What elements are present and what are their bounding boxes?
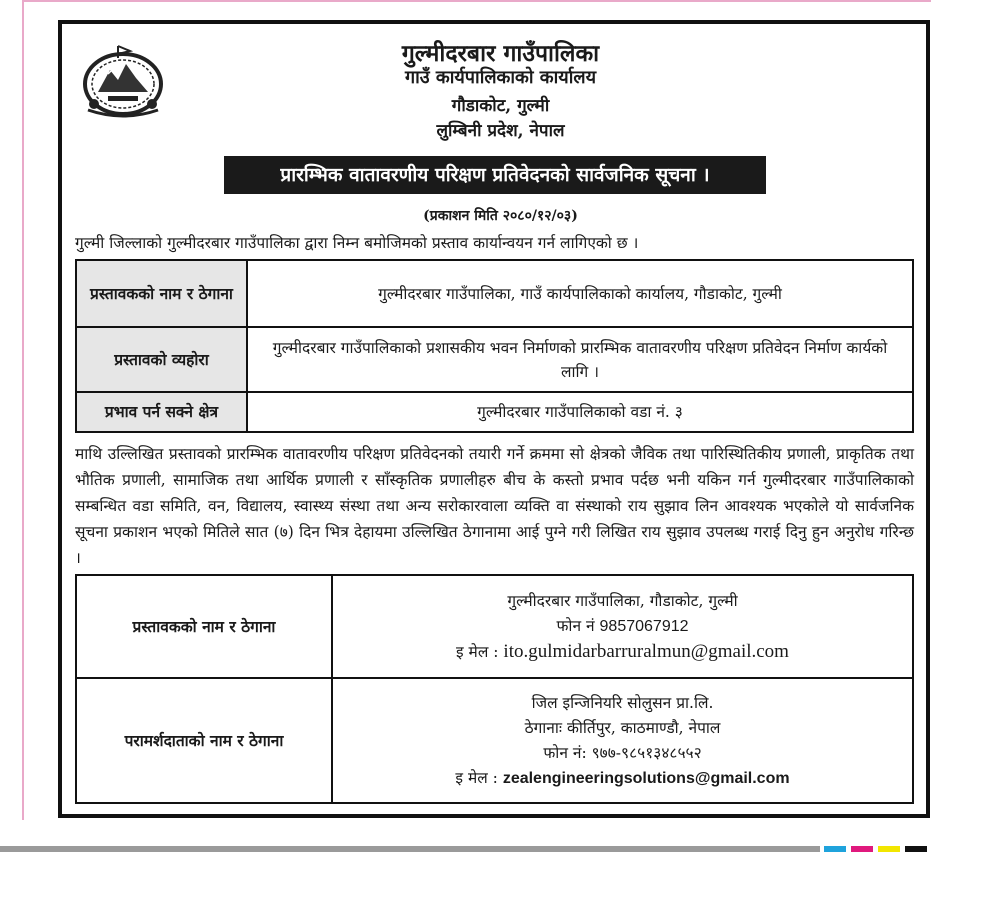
print-bar <box>0 846 820 852</box>
consultant-name: जिल इन्जिनियरि सोलुसन प्रा.लि. <box>531 693 714 712</box>
office-subtitle: गाउँ कार्यपालिकाको कार्यालय <box>404 67 597 88</box>
consultant-address: ठेगानाः कीर्तिपुर, काठमाण्डौ, नेपाल <box>524 718 721 737</box>
intro-text: गुल्मी जिल्लाको गुल्मीदरबार गाउँपालिका द्वारा निम्न बमोजिमको प्रस्ताव कार्यान्वयन गर्न लागिएको छ । <box>75 234 639 252</box>
table-row <box>76 392 913 432</box>
office-location: गौडाकोट, गुल्मी <box>451 96 550 116</box>
row-value: गुल्मीदरबार गाउँपालिकाको वडा नं. ३ <box>247 392 913 432</box>
color-swatch-cyan <box>824 846 846 852</box>
consultant-label: परामर्शदाताको नाम र ठेगाना <box>76 678 332 803</box>
row-label: प्रभाव पर्न सक्ने क्षेत्र <box>76 392 247 432</box>
consultant-details <box>332 678 913 803</box>
contacts-table <box>75 574 914 804</box>
table-row <box>76 575 913 678</box>
office-province: लुम्बिनी प्रदेश, नेपाल <box>436 121 565 141</box>
color-swatch-yellow <box>878 846 900 852</box>
consultant-email-line <box>341 766 904 791</box>
email-prefix: इ मेल : <box>455 768 498 787</box>
top-margin-line <box>22 0 931 2</box>
row-label: प्रस्तावकको नाम र ठेगाना <box>76 260 247 327</box>
body-paragraph: माथि उल्लिखित प्रस्तावको प्रारम्भिक वातावरणीय परिक्षण प्रतिवेदनको तयारी गर्ने क्रममा सो क्षेत्रको जैविक तथा पारिस्थितिकीय प्रणाली, प्राकृतिक तथा भौतिक प्रणाली, सामाजिक तथा आर्थिक प्रणाली र साँस्कृतिक प्रणालीहरु बीच के कस्तो प्रभाव पर्दछ भनी यकिन गर्न गुल्मीदरबार गाउँपालिकाको सम्बन्धित वडा समिति, वन, विद्यालय, स्वास्थ्य संस्था तथा अन्य सरोकारवाला व्यक्ति वा संस्थाको राय सुझाव लिन आवश्यक भएकोले यो सार्वजनिक सूचना प्रकाशन भएको मितिले सात (७) दिन भित्र देहायमा उल्लिखित ठेगानामा आई पुग्ने गरी लिखित राय सुझाव उपलब्ध गराई दिनु हुन अनुरोध गरिन्छ । <box>75 445 914 567</box>
consultant-email-link[interactable]: zealengineeringsolutions@gmail.com <box>502 769 790 787</box>
proponent-phone-line <box>341 614 904 639</box>
proponent-label: प्रस्तावकको नाम र ठेगाना <box>76 575 332 678</box>
notice-title: प्रारम्भिक वातावरणीय परिक्षण प्रतिवेदनको सार्वजनिक सूचना । <box>224 156 766 194</box>
table-row <box>76 678 913 803</box>
row-value: गुल्मीदरबार गाउँपालिकाको प्रशासकीय भवन निर्माणको प्रारम्भिक वातावरणीय परिक्षण प्रतिवेदन निर्माण कार्यको लागि । <box>247 327 913 392</box>
proponent-details <box>332 575 913 678</box>
table-row <box>76 260 913 327</box>
consultant-phone: फोन नं: ९७७-९८५१३४८५५२ <box>543 743 702 762</box>
row-label: प्रस्तावको व्यहोरा <box>76 327 247 392</box>
office-name: गुल्मीदरबार गाउँपालिका <box>401 40 600 67</box>
table-row <box>76 327 913 392</box>
row-value: गुल्मीदरबार गाउँपालिका, गाउँ कार्यपालिकाको कार्यालय, गौडाकोट, गुल्मी <box>247 260 913 327</box>
project-table <box>75 259 914 433</box>
proponent-email-link[interactable]: ito.gulmidarbarruralmun@gmail.com <box>503 640 789 662</box>
color-swatch-magenta <box>851 846 873 852</box>
proponent-email-line <box>341 639 904 665</box>
phone-prefix: फोन नं <box>556 616 595 635</box>
publish-date: (प्रकाशन मिति २०८०/१२/०३) <box>423 208 578 224</box>
email-prefix: इ मेल : <box>456 642 499 661</box>
proponent-name: गुल्मीदरबार गाउँपालिका, गौडाकोट, गुल्मी <box>507 591 738 610</box>
color-swatch-black <box>905 846 927 852</box>
proponent-phone: 9857067912 <box>599 617 689 635</box>
